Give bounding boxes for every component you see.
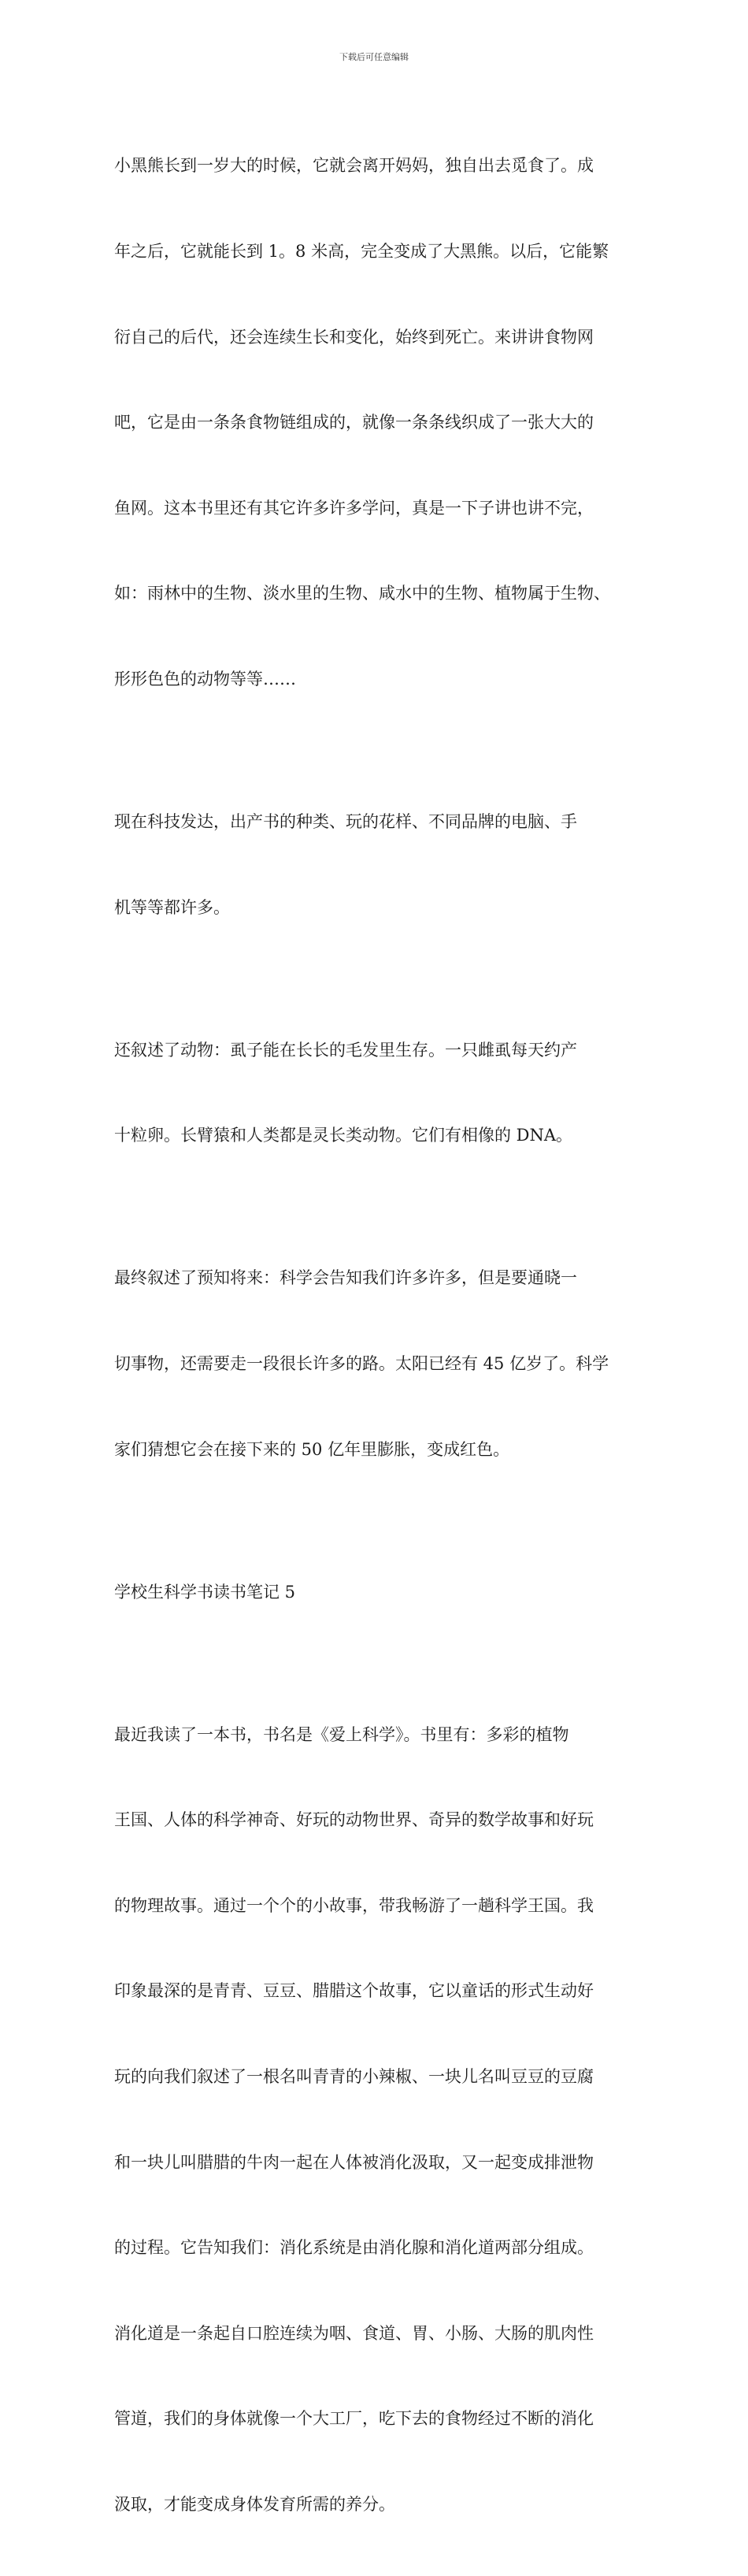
paragraph-technology — [114, 751, 657, 979]
document-body — [114, 95, 657, 2576]
text-line: 的物理故事。通过一个个的小故事，带我畅游了一趟科学王国。我 — [114, 1895, 594, 1915]
text-line: 的过程。它告知我们：消化系统是由消化腺和消化道两部分组成。 — [114, 2238, 594, 2258]
page-header: 下载后可任意编辑 — [339, 52, 409, 62]
text-line: 鱼网。这本书里还有其它许多许多学问，真是一下子讲也讲不完， — [114, 498, 594, 518]
text-line: 家们猜想它会在接下来的 50 亿年里膨胀，变成红色。 — [114, 1439, 510, 1459]
heading-text: 学校生科学书读书笔记 5 — [114, 1582, 296, 1602]
paragraph-future — [114, 1207, 657, 1520]
text-line: 和一块儿叫腊腊的牛肉一起在人体被消化汲取，又一起变成排泄物 — [114, 2152, 594, 2172]
text-line: 衍自己的后代，还会连续生长和变化，始终到死亡。来讲讲食物网 — [114, 327, 594, 347]
text-line: 玩的向我们叙述了一根名叫青青的小辣椒、一块儿名叫豆豆的豆腐 — [114, 2067, 594, 2087]
paragraph-animals — [114, 978, 657, 1207]
text-line: 最终叙述了预知将来：科学会告知我们许多许多，但是要通晓一 — [114, 1268, 577, 1288]
text-line: 最近我读了一本书，书名是《爱上科学》。书里有：多彩的植物 — [114, 1724, 569, 1744]
text-line: 管道，我们的身体就像一个大工厂，吃下去的食物经过不断的消化 — [114, 2409, 594, 2429]
text-line: 王国、人体的科学神奇、好玩的动物世界、奇异的数学故事和好玩 — [114, 1810, 594, 1830]
text-line: 印象最深的是青青、豆豆、腊腊这个故事，它以童话的形式生动好 — [114, 1981, 594, 2001]
text-line: 还叙述了动物：虱子能在长长的毛发里生存。一只雌虱每天约产 — [114, 1040, 577, 1060]
section-heading — [114, 1520, 657, 1663]
text-line: 年之后，它就能长到 1。8 米高，完全变成了大黑熊。以后，它能繁 — [114, 242, 609, 262]
paragraph-love-science — [114, 1663, 657, 2576]
text-line: 吧，它是由一条条食物链组成的，就像一条条线织成了一张大大的 — [114, 413, 594, 432]
text-line: 消化道是一条起自口腔连续为咽、食道、胃、小肠、大肠的肌肉性 — [114, 2323, 594, 2343]
text-line: 切事物，还需要走一段很长许多的路。太阳已经有 45 亿岁了。科学 — [114, 1353, 609, 1373]
text-line: 十粒卵。长臂猿和人类都是灵长类动物。它们有相像的 DNA。 — [114, 1126, 573, 1145]
text-line: 汲取，才能变成身体发育所需的养分。 — [114, 2495, 395, 2515]
text-line: 机等等都许多。 — [114, 897, 230, 917]
text-line: 形形色色的动物等等…… — [114, 670, 296, 689]
text-line: 如：雨林中的生物、淡水里的生物、咸水中的生物、植物属于生物、 — [114, 584, 610, 603]
text-line: 现在科技发达，出产书的种类、玩的花样、不同品牌的电脑、手 — [114, 812, 577, 832]
text-line: 小黑熊长到一岁大的时候，它就会离开妈妈，独自出去觅食了。成 — [114, 156, 594, 176]
paragraph-black-bear — [114, 95, 657, 751]
